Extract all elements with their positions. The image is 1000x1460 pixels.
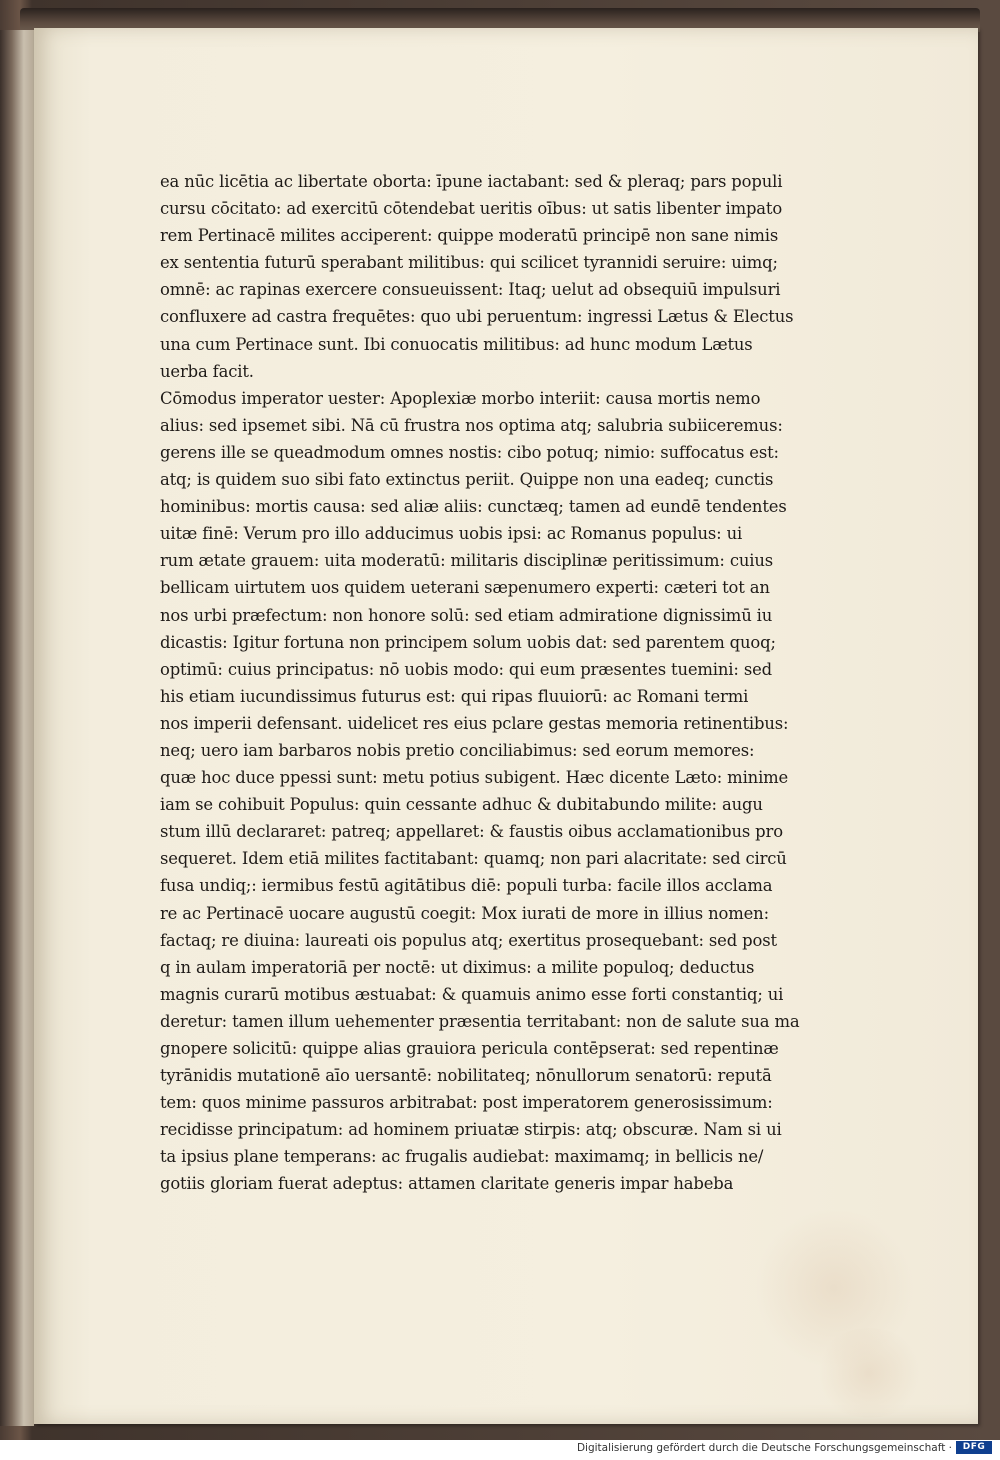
text-line: q in aulam imperatoriā per noctē: ut diximus: a milite populoq; deductus [160,957,755,977]
text-line: atq; is quidem suo sibi fato extinctus periit. Quippe non una eadeq; cunctis [160,470,774,490]
text-line: rem Pertinacē milites acciperent: quippe moderatū principē non sane nimis [160,226,779,246]
text-line: dicastis: Igitur fortuna non principem solum uobis dat: sed parentem quoq; [160,632,776,652]
text-line: Cōmodus imperator uester: Apoplexiæ morbo interiit: causa mortis nemo [160,388,761,408]
text-line: ta ipsius plane temperans: ac frugalis audiebat: maximamq; in bellicis ne/ [160,1147,764,1167]
text-line: iam se cohibuit Populus: quin cessante adhuc & dubitabundo milite: augu [160,795,763,815]
text-line: ea nūc licētia ac libertate oborta: īpune iactabant: sed & pleraq; pars populi [160,172,783,191]
text-line: cursu cōcitato: ad exercitū cōtendebat ueritis oībus: ut satis libenter impato [160,199,783,219]
text-line: omnē: ac rapinas exercere consueuissent: Itaq; uelut ad obsequiū impulsuri [160,280,781,300]
digitization-credit: Digitalisierung gefördert durch die Deutsche Forschungsgemeinschaft · [576,1442,952,1454]
text-line: stum illū declararet: patreq; appellaret: & faustis oibus acclamationibus pro [160,822,783,842]
text-line: neq; uero iam barbaros nobis pretio conciliabimus: sed eorum memores: [160,740,755,760]
text-line: nos imperii defensant. uidelicet res eius pclare gestas memoria retinentibus: [160,713,789,733]
text-line: his etiam iucundissimus futurus est: qui ripas fluuiorū: ac Romani termi [160,686,749,706]
text-line: recidisse principatum: ad hominem priuatæ stirpis: atq; obscuræ. Nam si ui [160,1120,782,1140]
text-line: gotiis gloriam fuerat adeptus: attamen claritate generis impar habeba [160,1174,734,1194]
text-line: uerba facit. [160,361,254,381]
text-line: tyrānidis mutationē aīo uersantē: nobilitateq; nōnullorum senatorū: reputā [160,1066,772,1086]
text-line: una cum Pertinace sunt. Ibi conuocatis militibus: ad hunc modum Lætus [160,334,753,354]
text-line: rum ætate grauem: uita moderatū: militaris disciplinæ peritissimum: cuius [160,551,774,571]
text-line: fusa undiq;: iermibus festū agitātibus diē: populi turba: facile illos acclama [160,876,773,896]
text-line: factaq; re diuina: laureati ois populus atq; exertitus prosequebant: sed post [160,930,777,950]
book-spine-edge [0,30,34,1426]
text-line: tem: quos minime passuros arbitrabat: post imperatorem generosissimum: [160,1093,773,1113]
text-line: alius: sed ipsemet sibi. Nā cū frustra nos optima atq; salubria subiiceremus: [160,415,783,435]
text-line: nos urbi præfectum: non honore solū: sed etiam admiratione dignissimū iu [160,605,773,625]
text-line: uitæ finē: Verum pro illo adducimus uobis ipsi: ac Romanus populus: ui [160,524,743,544]
text-line: bellicam uirtutem uos quidem ueterani sæpenumero experti: cæteri tot an [160,578,770,598]
text-line: gnopere solicitū: quippe alias grauiora pericula contēpserat: sed repentinæ [160,1039,779,1058]
text-line: sequeret. Idem etiā milites factitabant: quamq; non pari alacritate: sed circū [160,849,787,869]
text-line: gerens ille se queadmodum omnes nostis: cibo potuq; nimio: suffocatus est: [160,442,779,462]
text-line: optimū: cuius principatus: nō uobis modo: qui eum præsentes tuemini: sed [160,659,772,679]
text-line: deretur: tamen illum uehementer præsentia territabant: non de salute sua ma [160,1011,800,1031]
text-line: magnis curarū motibus æstuabat: & quamuis animo esse forti constantiq; ui [160,984,784,1004]
text-line: hominibus: mortis causa: sed aliæ aliis: cunctæq; tamen ad eundē tendentes [160,497,787,517]
text-line: quæ hoc duce ppessi sunt: metu potius subigent. Hæc dicente Læto: minime [160,768,789,788]
text-line: confluxere ad castra frequētes: quo ubi peruentum: ingressi Lætus & Electus [160,307,794,327]
page-text-block [160,168,800,1198]
dfg-logo: DFG [956,1441,992,1454]
text-line: re ac Pertinacē uocare augustū coegit: Mox iurati de more in illius nomen: [160,903,769,923]
paper-stain [814,1328,924,1418]
text-line: ex sententia futurū sperabant militibus: qui scilicet tyrannidi seruire: uimq; [160,253,778,273]
